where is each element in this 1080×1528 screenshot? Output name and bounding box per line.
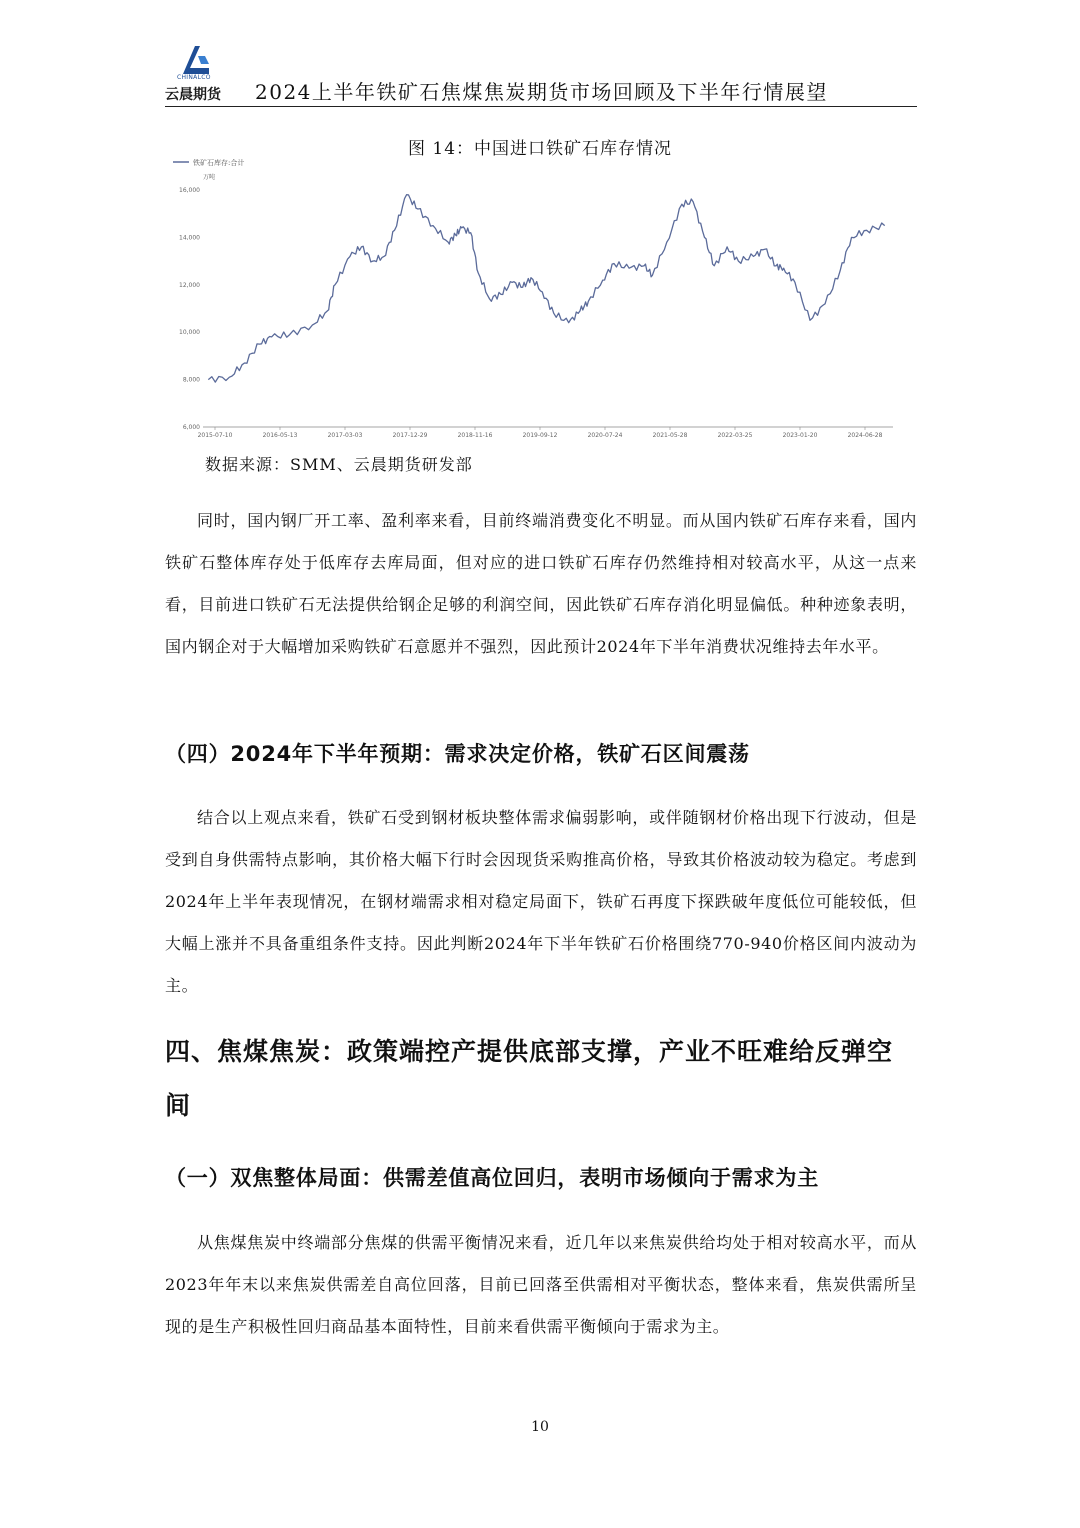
page-header xyxy=(165,40,917,107)
paragraph-1: 同时，国内钢厂开工率、盈利率来看，目前终端消费变化不明显。而从国内铁矿石库存来看，国内铁矿石整体库存处于低库存去库局面，但对应的进口铁矿石库存仍然维持相对较高水平，从这一点来看，目前进口铁矿石无法提供给钢企足够的利润空间，因此铁矿石库存消化明显偏低。种种迹象表明，国内钢企对于大幅增加采购铁矿石意愿并不强烈，因此预计2024年下半年消费状况维持去年水平。 xyxy=(165,511,917,656)
paragraph-3: 从焦煤焦炭中终端部分焦煤的供需平衡情况来看，近几年以来焦炭供给均处于相对较高水平，而从2023年年末以来焦炭供需差自高位回落，目前已回落至供需相对平衡状态，整体来看，焦炭供需所呈现的是生产积极性回归商品基本面特性，目前来看供需平衡倾向于需求为主。 xyxy=(165,1233,917,1336)
x-tick-label: 2022-03-25 xyxy=(717,432,753,439)
x-tick-label: 2017-12-29 xyxy=(392,432,428,439)
x-tick-label: 2020-07-24 xyxy=(587,432,623,439)
x-tick-label: 2021-05-28 xyxy=(652,432,688,439)
subsection-heading-4: （四）2024年下半年预期：需求决定价格，铁矿石区间震荡 xyxy=(165,742,750,766)
section-heading-4: 四、焦煤焦炭：政策端控产提供底部支撑，产业不旺难给反弹空间 xyxy=(165,1037,894,1120)
x-tick-label: 2018-11-16 xyxy=(457,432,493,439)
logo-english-text: CHINALCO xyxy=(177,74,211,81)
y-tick-label: 14,000 xyxy=(179,234,200,242)
paragraph-2: 结合以上观点来看，铁矿石受到钢材板块整体需求偏弱影响，或伴随钢材价格出现下行波动，但是受到自身供需特点影响，其价格大幅下行时会因现货采购推高价格，导致其价格波动较为稳定。考虑到2024年上半年表现情况，在钢材端需求相对稳定局面下，铁矿石再度下探跌破年度低位可能较低，但大幅上涨并不具备重组条件支持。因此判断2024年下半年铁矿石价格围绕770-940价格区间内波动为主。 xyxy=(165,808,917,995)
figure-source: 数据来源：SMM、云晨期货研发部 xyxy=(205,455,473,474)
x-tick-label: 2019-09-12 xyxy=(522,432,558,439)
y-tick-label: 6,000 xyxy=(182,424,200,431)
y-tick-label: 10,000 xyxy=(179,329,200,337)
subsection-heading-1: （一）双焦整体局面：供需差值高位回归，表明市场倾向于需求为主 xyxy=(165,1166,819,1190)
inventory-series-line xyxy=(208,195,884,382)
legend-label: 铁矿石库存:合计 xyxy=(193,159,245,167)
page-number: 10 xyxy=(531,1419,549,1435)
inventory-chart xyxy=(165,155,900,440)
y-tick-label: 16,000 xyxy=(179,187,200,194)
x-tick-label: 2024-06-28 xyxy=(847,432,883,439)
x-tick-label: 2017-03-03 xyxy=(327,432,363,439)
x-tick-label: 2016-05-13 xyxy=(262,432,298,439)
unit-label: 万吨 xyxy=(203,174,216,181)
chart-svg xyxy=(165,155,900,440)
y-tick-label: 12,000 xyxy=(179,281,200,289)
company-logo xyxy=(165,40,225,104)
logo-mark-icon xyxy=(179,44,213,76)
x-tick-label: 2015-07-10 xyxy=(197,432,233,439)
header-title: 2024上半年铁矿石焦煤焦炭期货市场回顾及下半年行情展望 xyxy=(255,80,828,104)
y-tick-label: 8,000 xyxy=(182,376,200,384)
figure-title: 图 14：中国进口铁矿石库存情况 xyxy=(407,139,673,159)
logo-chinese-text: 云晨期货 xyxy=(165,87,221,103)
x-tick-label: 2023-01-20 xyxy=(782,432,818,439)
